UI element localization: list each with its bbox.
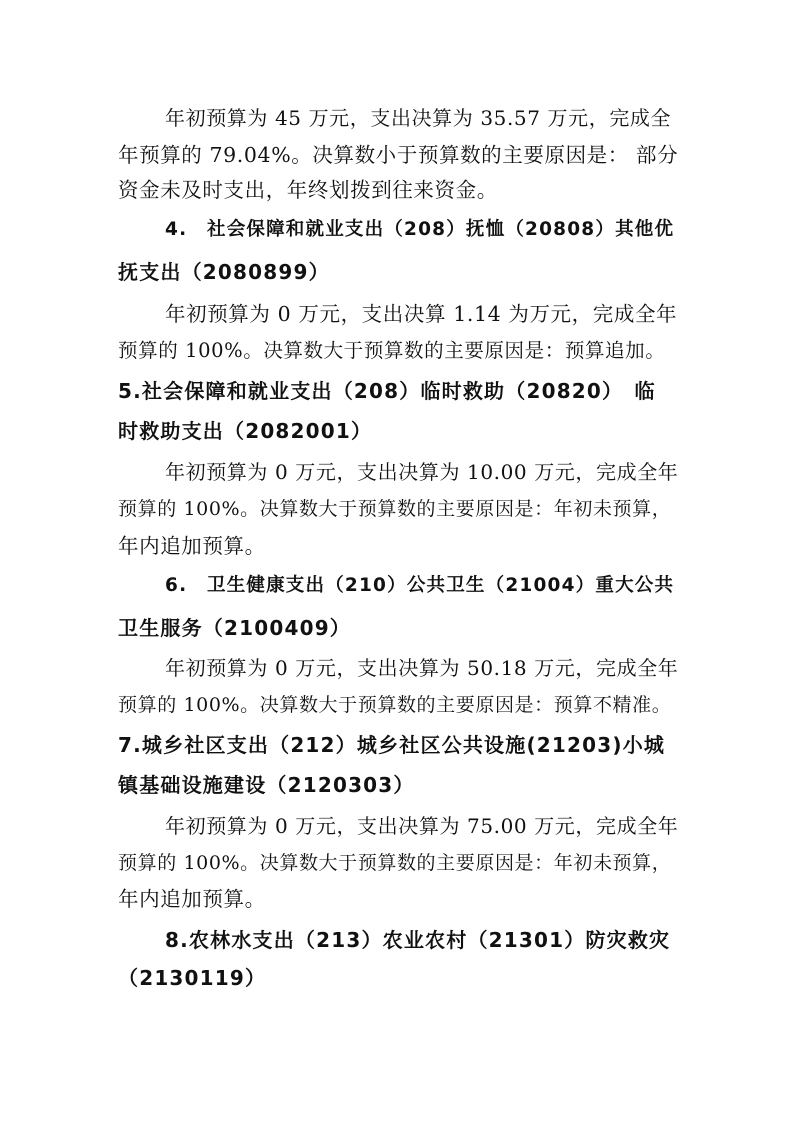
- paragraph-line: 年预算的 79.04%。决算数小于预算数的主要原因是： 部分: [118, 143, 679, 167]
- section-body-line: 年初预算为 0 万元，支出决算为 75.00 万元，完成全年: [165, 814, 679, 838]
- section-body-line: 预算的 100%。决算数大于预算数的主要原因是：预算不精准。: [118, 694, 672, 716]
- section-body-line: 年内追加预算。: [118, 534, 266, 558]
- section-body-line: 预算的 100%。决算数大于预算数的主要原因是：预算追加。: [118, 339, 666, 362]
- section-body-line: 预算的 100%。决算数大于预算数的主要原因是：年初未预算，: [118, 498, 672, 520]
- section-body-line: 年初预算为 0 万元，支出决算 1.14 为万元，完成全年: [165, 302, 678, 326]
- section-heading: 4. 社会保障和就业支出（208）抚恤（20808）其他优: [165, 219, 675, 240]
- section-body-line: 年初预算为 0 万元，支出决算为 10.00 万元，完成全年: [165, 460, 679, 484]
- paragraph-line: 年初预算为 45 万元，支出决算为 35.57 万元，完成全: [165, 106, 672, 130]
- section-heading: 5.社会保障和就业支出（208）临时救助（20820） 临: [118, 379, 656, 403]
- paragraph-line: 资金未及时支出，年终划拨到往来资金。: [118, 178, 498, 202]
- section-heading: 8.农林水支出（213）农业农村（21301）防灾救灾: [165, 928, 671, 952]
- section-heading: 抚支出（2080899）: [118, 260, 330, 284]
- section-heading: 卫生服务（2100409）: [118, 616, 352, 640]
- section-heading: 镇基础设施建设（2120303）: [118, 773, 415, 797]
- section-body-line: 预算的 100%。决算数大于预算数的主要原因是：年初未预算，: [118, 852, 672, 874]
- section-heading: 7.城乡社区支出（212）城乡社区公共设施(21203)小城: [118, 733, 666, 757]
- section-heading: 时救助支出（2082001）: [118, 419, 373, 443]
- section-body-line: 年初预算为 0 万元，支出决算为 50.18 万元，完成全年: [165, 656, 679, 680]
- section-body-line: 年内追加预算。: [118, 887, 266, 911]
- section-heading: 6. 卫生健康支出（210）公共卫生（21004）重大公共: [165, 575, 675, 596]
- section-heading: （2130119）: [118, 966, 267, 990]
